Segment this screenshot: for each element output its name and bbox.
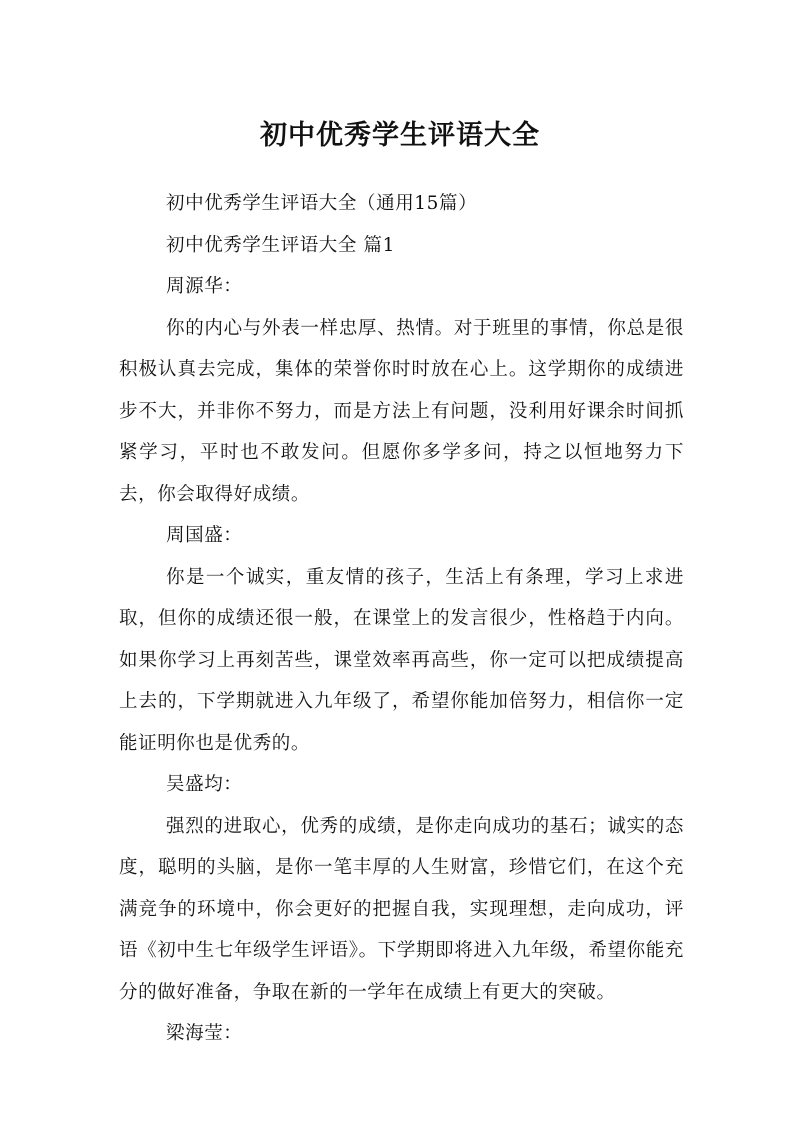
document-body bbox=[119, 183, 684, 1055]
collection-heading: 初中优秀学生评语大全（通用15篇） bbox=[166, 193, 478, 214]
comment-paragraph: 你是一个诚实，重友情的孩子，生活上有条理，学习上求进取，但你的成绩还很一般，在课堂上的发言很少，性格趋于内向。如果你学习上再刻苦些，课堂效率再高些，你一定可以把成绩提高上去的，下学期就进入九年级了，希望你能加倍努力，相信你一定能证明你也是优秀的。 bbox=[119, 566, 684, 754]
document-title: 初中优秀学生评语大全 bbox=[260, 120, 540, 152]
student-name: 周源华： bbox=[166, 276, 243, 297]
student-name: 吴盛均： bbox=[166, 774, 243, 795]
comment-paragraph: 强烈的进取心，优秀的成绩，是你走向成功的基石；诚实的态度，聪明的头脑，是你一笔丰厚的人生财富，珍惜它们，在这个充满竞争的环境中，你会更好的把握自我，实现理想，走向成功，评语《初中生七年级学生评语》。下学期即将进入九年级，希望你能充分的做好准备，争取在新的一学年在成绩上有更大的突破。 bbox=[119, 815, 684, 1003]
student-name: 周国盛： bbox=[166, 525, 243, 546]
section-heading: 初中优秀学生评语大全 篇1 bbox=[166, 234, 395, 256]
student-name: 梁海莹： bbox=[166, 1023, 243, 1044]
comment-paragraph: 你的内心与外表一样忠厚、热情。对于班里的事情，你总是很积极认真去完成，集体的荣誉你时时放在心上。这学期你的成绩进步不大，并非你不努力，而是方法上有问题，没利用好课余时间抓紧学习，平时也不敢发问。但愿你多学多问，持之以恒地努力下去，你会取得好成绩。 bbox=[119, 317, 684, 505]
